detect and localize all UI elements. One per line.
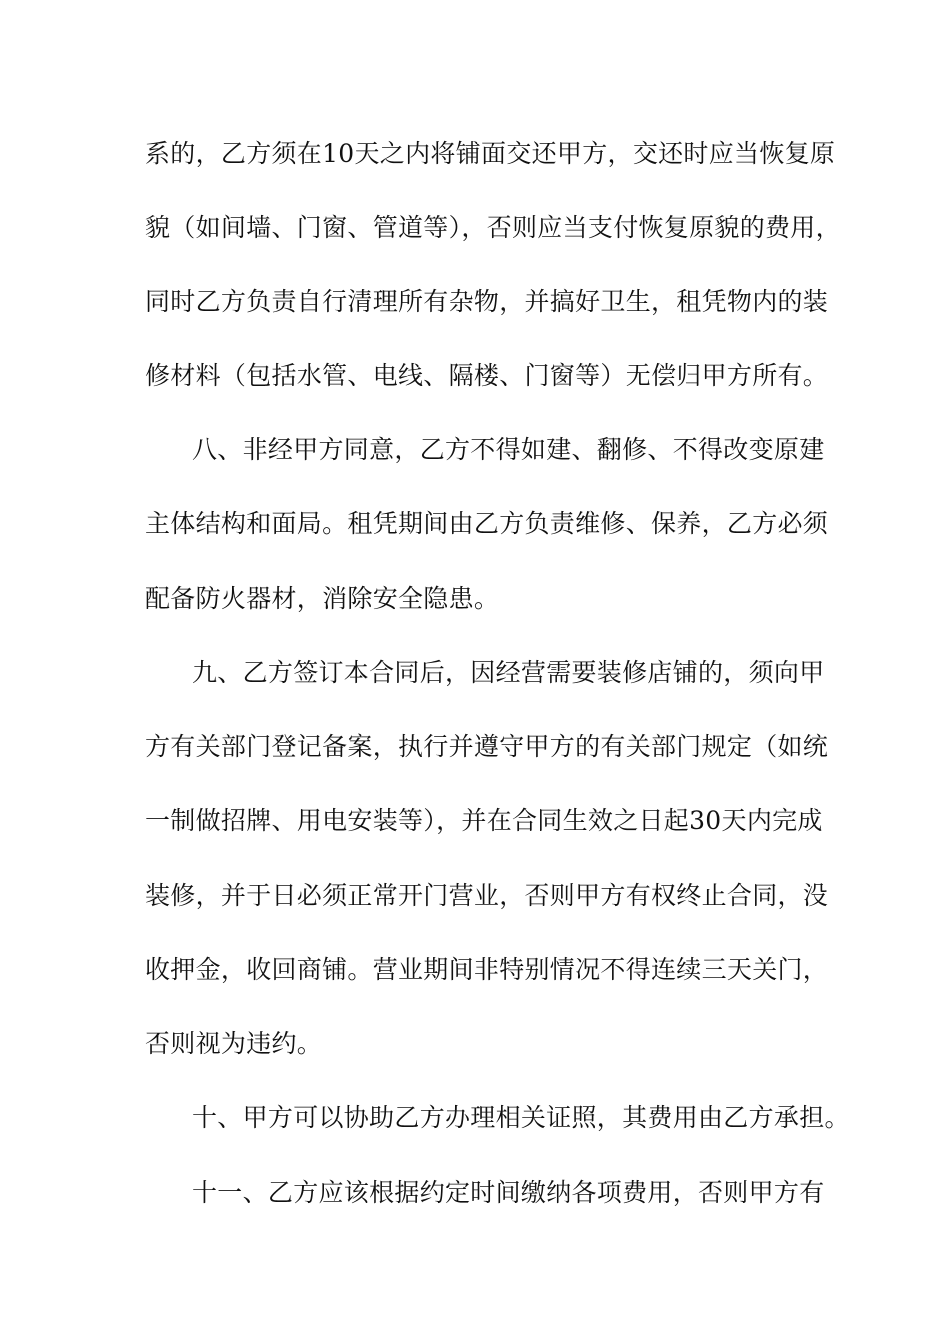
text-line: 系的，乙方须在10天之内将铺面交还甲方，交还时应当恢复原 (145, 139, 836, 168)
paragraph-start-line: 八、非经甲方同意，乙方不得如建、翻修、不得改变原建 (192, 435, 825, 464)
text-line: 主体结构和面局。租凭期间由乙方负责维修、保养，乙方必须 (145, 509, 829, 538)
text-line: 装修，并于日必须正常开门营业，否则甲方有权终止合同，没 (145, 881, 829, 910)
paragraph-start-line: 十一、乙方应该根据约定时间缴纳各项费用，否则甲方有 (192, 1178, 825, 1207)
text-line: 一制做招牌、用电安装等），并在合同生效之日起30天内完成 (145, 806, 823, 835)
text-line: 否则视为违约。 (145, 1029, 323, 1058)
paragraph-start-line: 十、甲方可以协助乙方办理相关证照，其费用由乙方承担。 (192, 1103, 850, 1132)
text-line: 同时乙方负责自行清理所有杂物，并搞好卫生，租凭物内的装 (145, 287, 829, 316)
text-line: 配备防火器材，消除安全隐患。 (145, 584, 500, 613)
text-line: 收押金，收回商铺。营业期间非特别情况不得连续三天关门， (145, 955, 829, 984)
text-line: 修材料（包括水管、电线、隔楼、门窗等）无偿归甲方所有。 (145, 361, 829, 390)
text-line: 方有关部门登记备案，执行并遵守甲方的有关部门规定（如统 (145, 732, 829, 761)
paragraph-start-line: 九、乙方签订本合同后，因经营需要装修店铺的，须向甲 (192, 658, 825, 687)
text-line: 貌（如间墙、门窗、管道等），否则应当支付恢复原貌的费用， (145, 213, 841, 242)
